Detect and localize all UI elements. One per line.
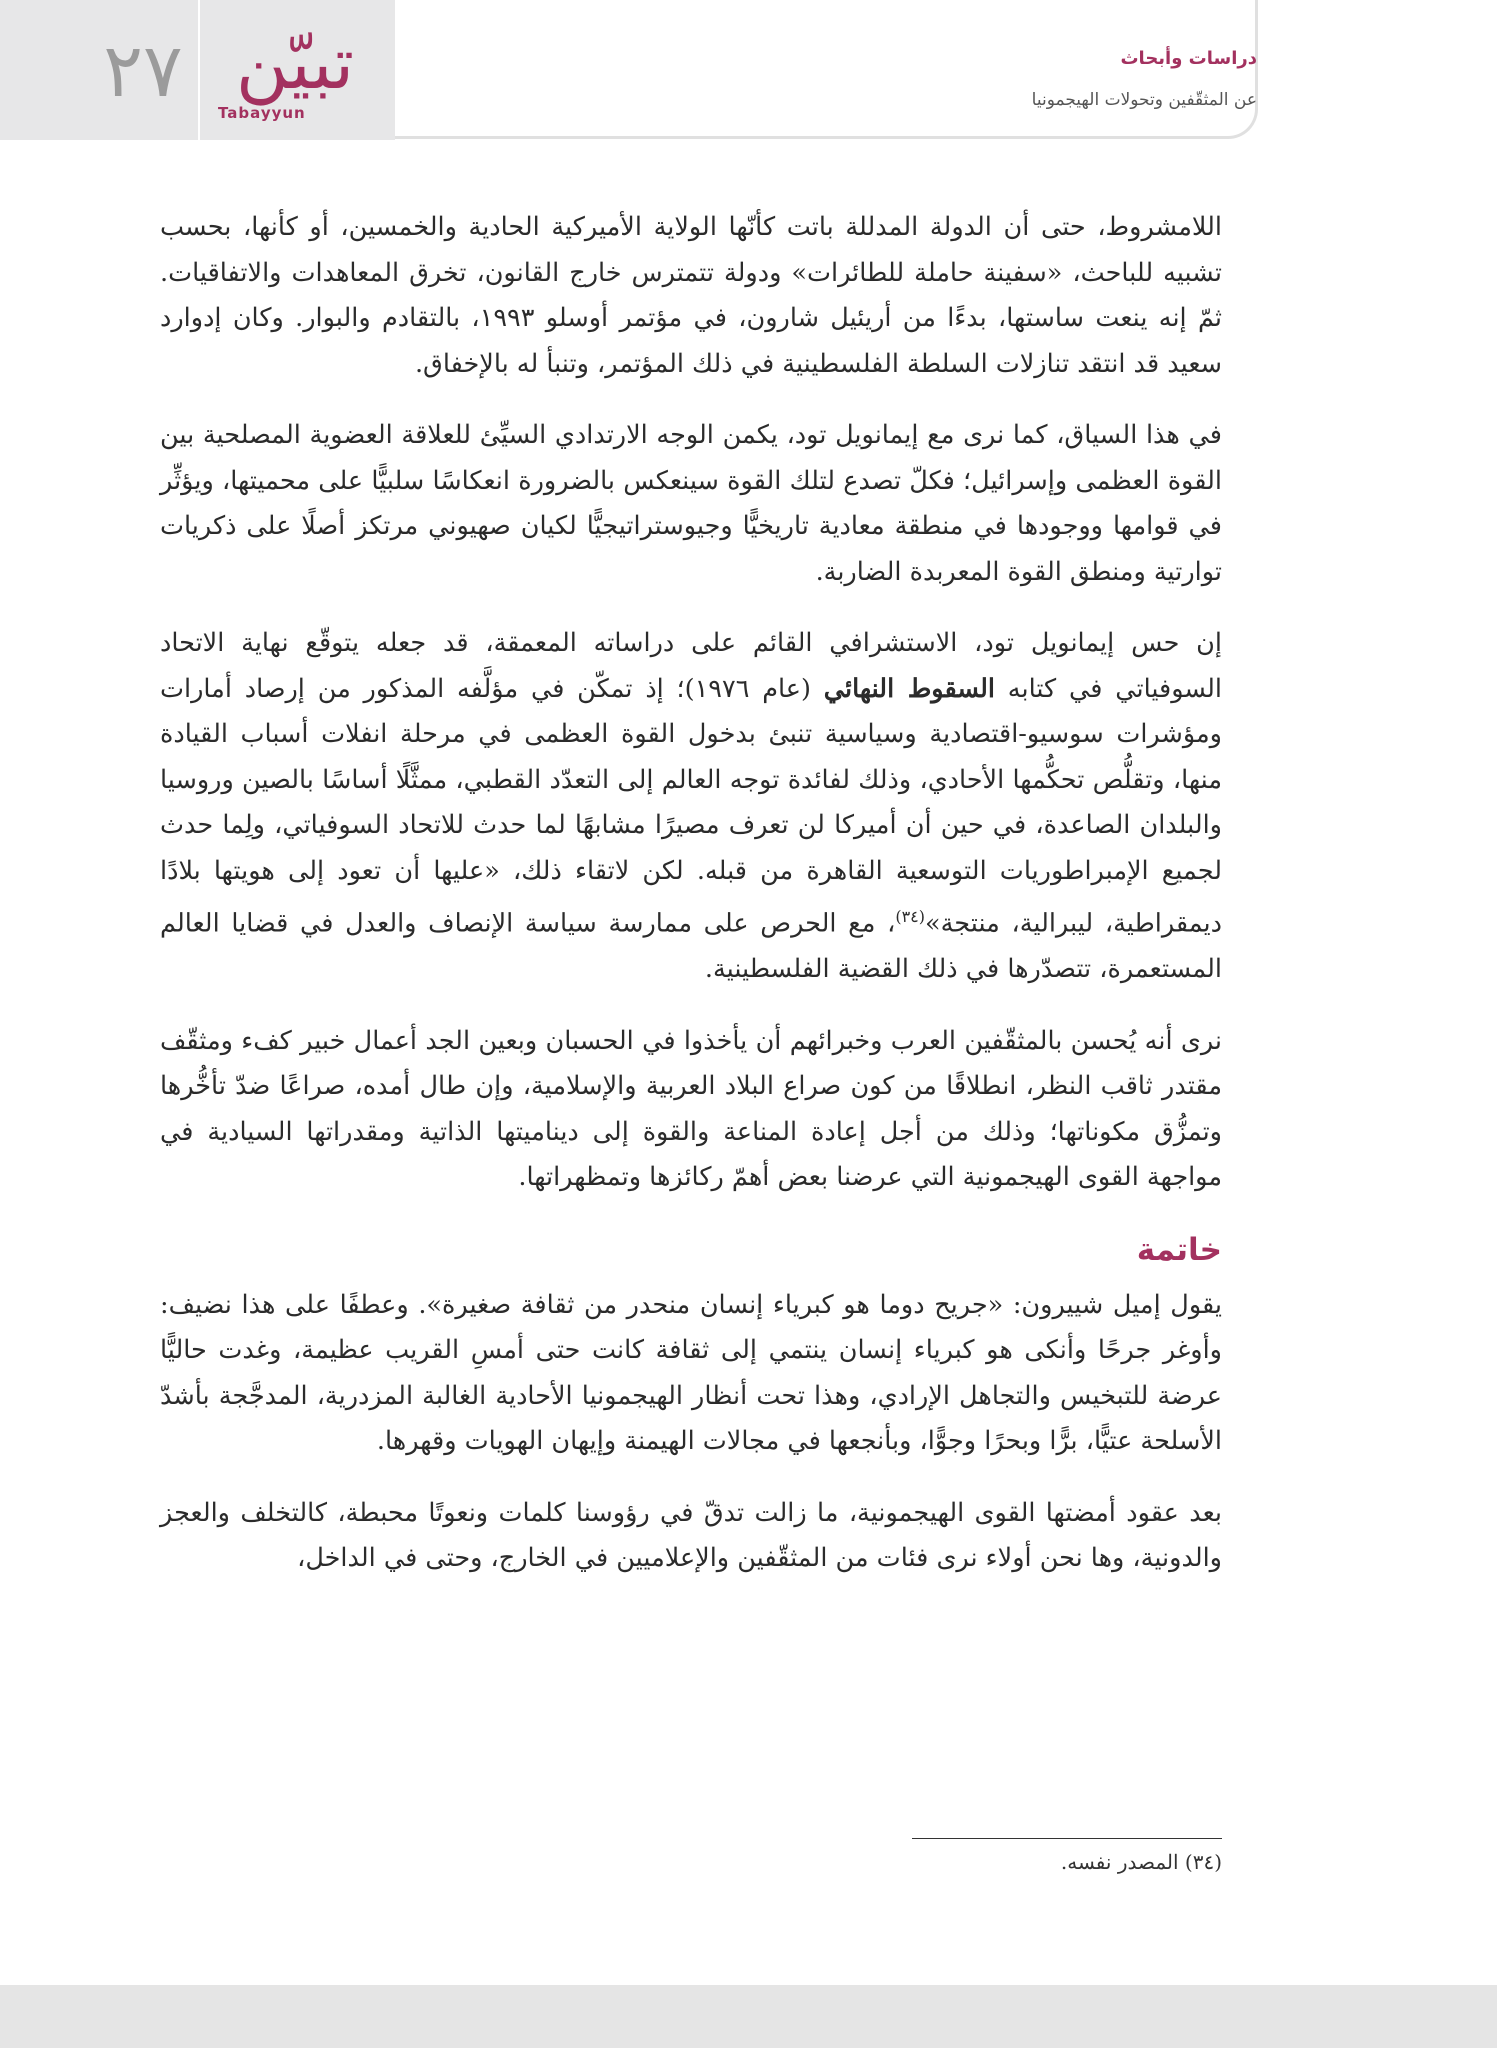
- logo-english: Tabayyun: [218, 104, 306, 122]
- paragraph-4: نرى أنه يُحسن بالمثقّفين العرب وخبرائهم أن يأخذوا في الحسبان وبعين الجد أعمال خبير كفء ومثقّف مقتدر ثاقب النظر، انطلاقًا من كون صراع البلاد العربية والإسلامية، وإن طال أمده، صراعًا ضدّ تأخُّرها وتمزُّق مكوناتها؛ وذلك من أجل إعادة المناعة والقوة إلى ديناميتها الذاتية ومقدراتها السيادية في مواجهة القوى الهيجمونية التي عرضنا بعض أهمّ ركائزها وتمظهراتها.: [160, 1025, 1222, 1192]
- header-divider: [198, 0, 200, 140]
- section-label: دراسات وأبحاث: [1120, 48, 1257, 69]
- footnote-ref: (٣٤): [895, 907, 926, 926]
- paragraph-3-part-a: إن حس إيمانويل تود، الاستشرافي القائم على دراساته المعمقة، قد جعله يتوقّع نهاية الاتحاد السوفياتي في كتابه: [160, 628, 1222, 704]
- conclusion-heading: خاتمة: [1136, 1231, 1222, 1268]
- page-number: ٢٧: [103, 28, 183, 114]
- logo-arabic: تبيّن: [235, 21, 355, 105]
- bottom-band: [0, 1985, 1497, 2048]
- paragraph-2: في هذا السياق، كما نرى مع إيمانويل تود، يكمن الوجه الارتدادي السيِّئ للعلاقة العضوية المصلحية بين القوة العظمى وإسرائيل؛ فكلّ تصدع لتلك القوة سينعكس بالضرورة انعكاسًا سلبيًّا على محميتها، ويؤثِّر في قوامها ووجودها في منطقة معادية تاريخيًّا وجيوستراتيجيًّا لكيان صهيوني مرتكز أصلًا على ذكريات توارتية ومنطق القوة المعربدة الضاربة.: [160, 420, 1222, 587]
- footnote: (٣٤) المصدر نفسه.: [1060, 1850, 1222, 1874]
- paragraph-3: [160, 621, 1222, 993]
- article-body: [160, 205, 1222, 1608]
- paragraph-1: اللامشروط، حتى أن الدولة المدللة باتت كأنّها الولاية الأميركية الحادية والخمسين، أو كأنها، بحسب تشبيه للباحث، «سفينة حاملة للطائرات» ودولة تتمترس خارج القانون، تخرق المعاهدات والاتفاقيات. ثمّ إنه ينعت ساستها، بدءًا من أريئيل شارون، في مؤتمر أوسلو ١٩٩٣، بالتقادم والبوار. وكان إدوارد سعيد قد انتقد تنازلات السلطة الفلسطينية في ذلك المؤتمر، وتنبأ له بالإخفاق.: [160, 212, 1223, 379]
- header-frame: [395, 0, 1258, 139]
- book-title: السقوط النهائي: [823, 673, 995, 704]
- paragraph-6: بعد عقود أمضتها القوى الهيجمونية، ما زالت تدقّ في رؤوسنا كلمات ونعوتًا محبطة، كالتخلف والعجز والدونية، وها نحن أولاء نرى فئات من المثقّفين والإعلاميين في الخارج، وحتى في الداخل،: [160, 1497, 1222, 1573]
- paragraph-3-part-d: ، مع الحرص على ممارسة سياسة الإنصاف والعدل في قضايا العالم المستعمرة، تتصدّرها في ذلك القضية الفلسطينية.: [160, 908, 1222, 984]
- paragraph-3-part-c: (عام ١٩٧٦)؛ إذ تمكّن في مؤلَّفه المذكور من إرصاد أمارات ومؤشرات سوسيو-اقتصادية وسياسية تنبئ بدخول القوة العظمى في مرحلة انفلات أسباب القيادة منها، وتقلُّص تحكُّمها الأحادي، وذلك لفائدة توجه العالم إلى التعدّد القطبي، ممثَّلًا أساسًا بالصين وروسيا والبلدان الصاعدة، في حين أن أميركا لن تعرف مصيرًا مشابهًا لما حدث للاتحاد السوفياتي، ولِما حدث لجميع الإمبراطوريات التوسعية القاهرة من قبله. لكن لاتقاء ذلك، «عليها أن تعود إلى هويتها بلادًا ديمقراطية، ليبرالية، منتجة»: [160, 673, 1222, 939]
- paragraph-5: يقول إميل شييرون: «جريح دوما هو كبرياء إنسان منحدر من ثقافة صغيرة». وعطفًا على هذا نضيف: وأوغر جرحًا وأنكى هو كبرياء إنسان ينتمي إلى ثقافة كانت حتى أمسِ القريب عظيمة، وغدت حاليًّا عرضة للتبخيس والتجاهل الإرادي، وهذا تحت أنظار الهيجمونيا الأحادية الغالبة المزدرية، المدجَّجة بأشدّ الأسلحة عتيًّا، برًّا وبحرًا وجوًّا، وبأنجعها في مجالات الهيمنة وإيهان الهويات وقهرها.: [160, 1289, 1222, 1456]
- running-title: عن المثقّفين وتحولات الهيجمونيا: [1031, 90, 1257, 110]
- footnote-rule: [912, 1838, 1222, 1839]
